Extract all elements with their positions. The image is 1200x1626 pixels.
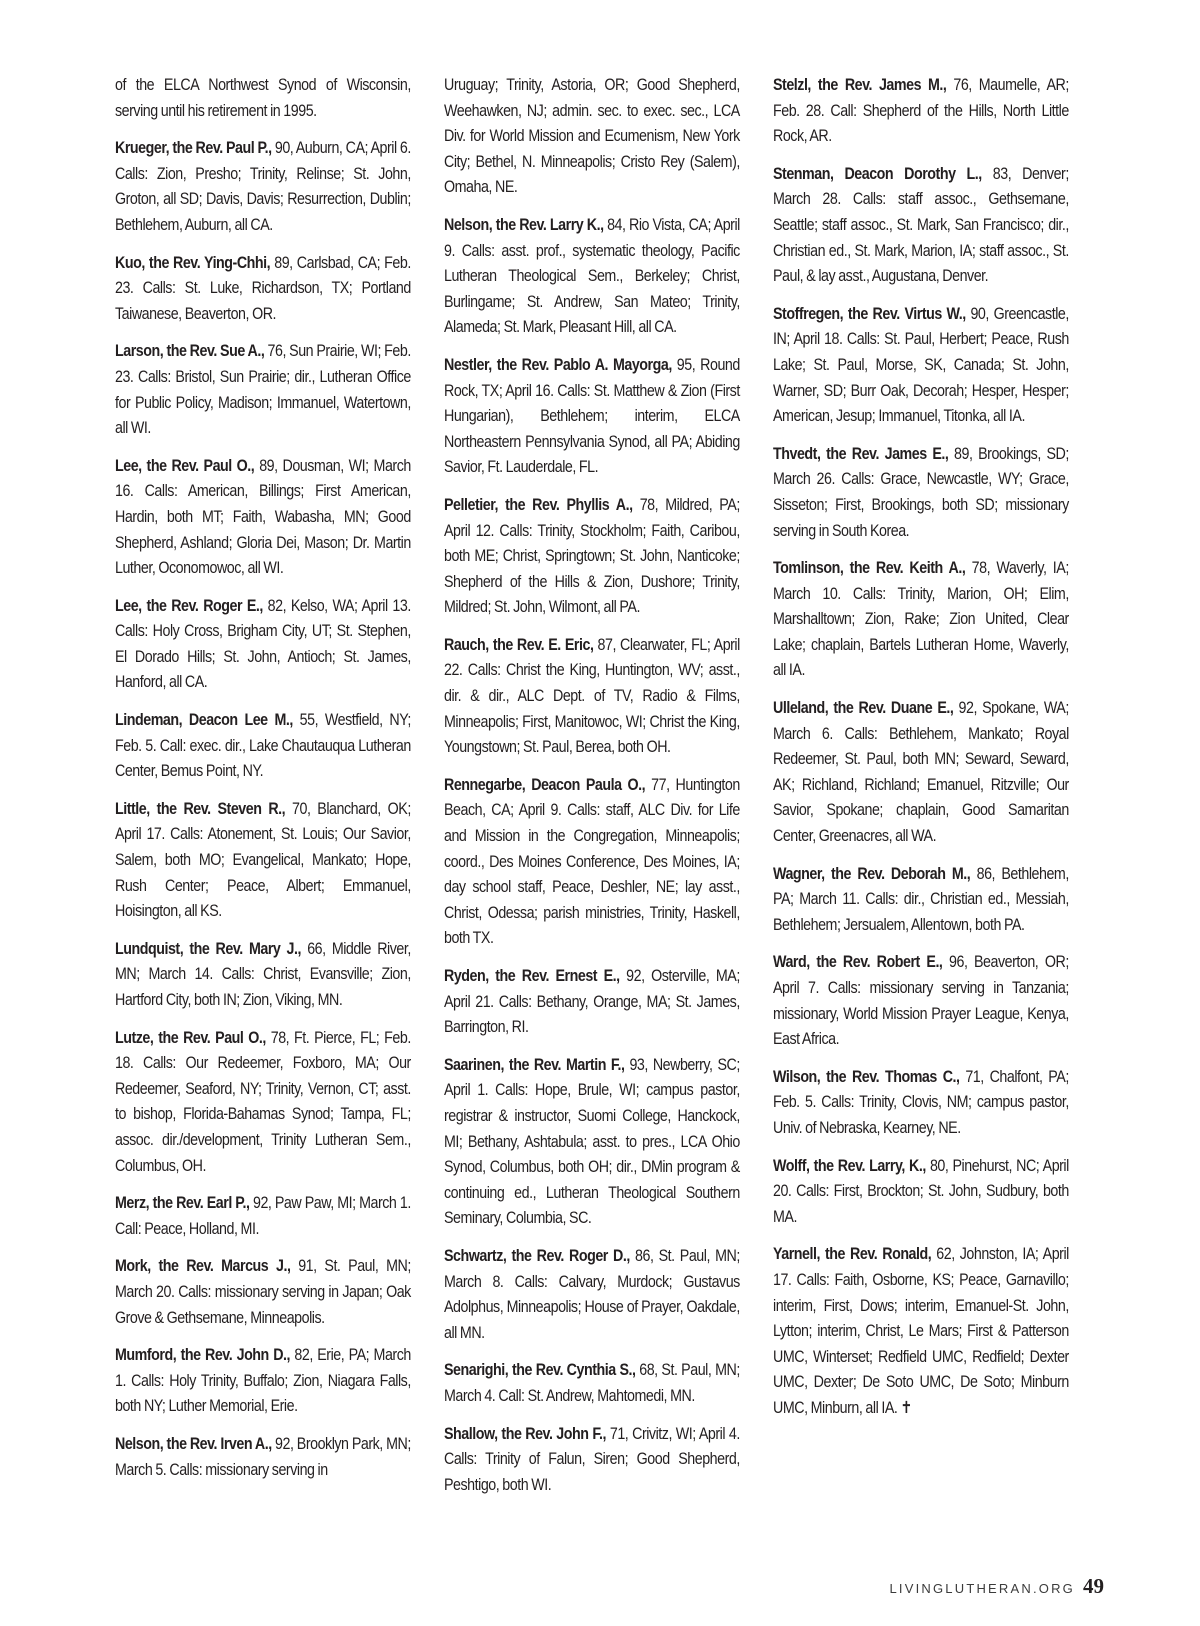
entry-name: Yarnell, the Rev. Ronald,: [773, 1244, 932, 1264]
obituary-entry: [115, 1025, 411, 1179]
entry-name: Lindeman, Deacon Lee M.,: [115, 710, 293, 730]
entry-name: Kuo, the Rev. Ying-Chhi,: [115, 252, 271, 272]
entry-details: 92, Spokane, WA; March 6. Calls: Bethlehem, Mankato; Royal Redeemer, St. Paul, both MN; Seward, Seward, AK; Richland, Richland; Emanuel, Ritzville; Our Savior, Spokane; chaplain, Good Samaritan Center, Greenacres, all WA.: [773, 698, 1069, 846]
entry-details: 87, Clearwater, FL; April 22. Calls: Christ the King, Huntington, WV; asst., dir. & dir., ALC Dept. of TV, Radio & Films, Minneapolis; First, Manitowoc, WI; Christ the King, Youngstown; St. Paul, Berea, both OH.: [444, 634, 740, 757]
entry-details: 71, Chalfont, PA; Feb. 5. Calls: Trinity, Clovis, NM; campus pastor, Univ. of Nebraska, Kearney, NE.: [773, 1066, 1069, 1137]
entry-name: Thvedt, the Rev. James E.,: [773, 443, 949, 463]
entry-name: Little, the Rev. Steven R.,: [115, 798, 286, 818]
obituary-entry: [115, 936, 411, 1013]
entry-name: Senarighi, the Rev. Cynthia S.,: [444, 1360, 636, 1380]
entry-details: 93, Newberry, SC; April 1. Calls: Hope, Brule, WI; campus pastor, registrar & instructor, Suomi College, Hanckock, MI; Bethany, Ashtabula; asst. to pres., LCA Ohio Synod, Columbus, both OH; dir., DMin program & continuing ed., Lutheran Theological Southern Seminary, Columbia, SC.: [444, 1054, 740, 1228]
entry-details: 82, Erie, PA; March 1. Calls: Holy Trinity, Buffalo; Zion, Niagara Falls, both NY; Luther Memorial, Erie.: [115, 1345, 411, 1416]
obituary-entry: [115, 1253, 411, 1330]
entry-name: Shallow, the Rev. John F.,: [444, 1423, 607, 1443]
entry-name: Mumford, the Rev. John D.,: [115, 1345, 291, 1365]
obituary-entry: [444, 1052, 740, 1231]
entry-name: Krueger, the Rev. Paul P.,: [115, 138, 272, 158]
entry-name: Lutze, the Rev. Paul O.,: [115, 1027, 266, 1047]
entry-name: Rennegarbe, Deacon Paula O.,: [444, 774, 646, 794]
entry-details: 84, Rio Vista, CA; April 9. Calls: asst. prof., systematic theology, Pacific Lutheran Theological Sem., Berkeley; Christ, Burlingame; St. Andrew, San Mateo; Trinity, Alameda; St. Mark, Pleasant Hill, all CA.: [444, 214, 740, 337]
obituary-entry: [444, 352, 740, 480]
entry-details: 90, Greencastle, IN; April 18. Calls: St. Paul, Herbert; Peace, Rush Lake; St. Paul, Morse, SK, Canada; St. John, Warner, SD; Burr Oak, Decorah; Hesper, Hesper; American, Jesup; Immanuel, Titonka, all IA.: [773, 303, 1069, 426]
entry-name: Nelson, the Rev. Irven A.,: [115, 1433, 272, 1453]
obituary-entry: [773, 555, 1069, 683]
obituary-entry: [444, 492, 740, 620]
entry-details: 66, Middle River, MN; March 14. Calls: Christ, Evansville; Zion, Hartford City, both IN; Zion, Viking, MN.: [115, 938, 411, 1009]
obituary-entry: [115, 72, 411, 123]
entry-details: 96, Beaverton, OR; April 7. Calls: missionary serving in Tanzania; missionary, World Mission Prayer League, Kenya, East Africa.: [773, 952, 1069, 1049]
entry-details: of the ELCA Northwest Synod of Wisconsin, serving until his retirement in 1995.: [115, 75, 411, 120]
entry-details: 89, Brookings, SD; March 26. Calls: Grace, Newcastle, WY; Grace, Sisseton; First, Brookings, both SD; missionary serving in South Korea.: [773, 443, 1069, 540]
entry-details: 95, Round Rock, TX; April 16. Calls: St. Matthew & Zion (First Hungarian), Bethlehem; interim, ELCA Northeastern Pennsylvania Synod, all PA; Abiding Savior, Ft. Lauderdale, FL.: [444, 354, 740, 477]
obituary-entry: [444, 632, 740, 760]
entry-details: 78, Mildred, PA; April 12. Calls: Trinity, Stockholm; Faith, Caribou, both ME; Christ, Springtown; St. John, Nanticoke; Shepherd of the Hills & Zion, Dushore; Trinity, Mildred; St. John, Wilmont, all PA.: [444, 494, 740, 617]
entry-details: 89, Dousman, WI; March 16. Calls: American, Billings; First American, Hardin, both MT; Faith, Wabasha, MN; Good Shepherd, Ashland; Gloria Dei, Mason; Dr. Martin Luther, Oconomowoc, all WI.: [115, 455, 411, 578]
entry-details: 68, St. Paul, MN; March 4. Call: St. Andrew, Mahtomedi, MN.: [444, 1360, 740, 1405]
footer-site-url: LIVINGLUTHERAN.ORG: [889, 1581, 1075, 1596]
entry-name: Ward, the Rev. Robert E.,: [773, 952, 943, 972]
entry-details: 77, Huntington Beach, CA; April 9. Calls: staff, ALC Div. for Life and Mission in the Congregation, Minneapolis; coord., Des Moines Conference, Des Moines, IA; day school staff, Peace, Deshler, NE; lay asst., Christ, Odessa; parish ministries, Trinity, Haskell, both TX.: [444, 774, 740, 948]
entry-details: 91, St. Paul, MN; March 20. Calls: missionary serving in Japan; Oak Grove & Gethsemane, Minneapolis.: [115, 1256, 411, 1327]
entry-name: Lundquist, the Rev. Mary J.,: [115, 938, 302, 958]
entry-name: Wagner, the Rev. Deborah M.,: [773, 863, 971, 883]
entry-details: 62, Johnston, IA; April 17. Calls: Faith, Osborne, KS; Peace, Garnavillo; interim, First, Dows; interim, Emanuel-St. John, Lytton; interim, Christ, Le Mars; First & Patterson UMC, Winterset; Redfield UMC, Redfield; Dexter UMC, Dexter; De Soto UMC, De Soto; Minburn UMC, Minburn, all IA.: [773, 1244, 1069, 1417]
entry-name: Larson, the Rev. Sue A.,: [115, 341, 265, 361]
entry-details: 92, Brooklyn Park, MN; March 5. Calls: missionary serving in: [115, 1433, 411, 1479]
obituary-entry: [115, 250, 411, 327]
entry-details: 83, Denver; March 28. Calls: staff assoc., Gethsemane, Seattle; staff assoc., St. Mark, San Francisco; dir., Christian ed., St. Mark, Marion, IA; staff assoc., St. Paul, & lay asst., Augustana, Denver.: [773, 163, 1069, 286]
obituary-entry: [444, 212, 740, 340]
obituary-entry: [773, 441, 1069, 543]
column-3: [773, 72, 1069, 1433]
column-2: [444, 72, 740, 1509]
obituary-entry: [444, 772, 740, 951]
obituary-entry: [115, 707, 411, 784]
cross-icon: ✝: [900, 1397, 912, 1417]
obituary-entry: [773, 1153, 1069, 1230]
entry-details: 89, Carlsbad, CA; Feb. 23. Calls: St. Luke, Richardson, TX; Portland Taiwanese, Beaverton, OR.: [115, 252, 411, 323]
entry-name: Nestler, the Rev. Pablo A. Mayorga,: [444, 354, 672, 374]
obituary-entry: [115, 593, 411, 695]
obituary-entry: [773, 1241, 1069, 1420]
entry-details: 55, Westfield, NY; Feb. 5. Call: exec. dir., Lake Chautauqua Lutheran Center, Bemus Point, NY.: [115, 710, 411, 781]
obituary-entry: [773, 695, 1069, 849]
entry-details: 90, Auburn, CA; April 6. Calls: Zion, Presho; Trinity, Relinse; St. John, Groton, all SD; Davis, Davis; Resurrection, Dublin; Bethlehem, Auburn, all CA.: [115, 138, 411, 234]
entry-details: 92, Paw Paw, MI; March 1. Call: Peace, Holland, MI.: [115, 1193, 411, 1238]
entry-details: 80, Pinehurst, NC; April 20. Calls: First, Brockton; St. John, Sudbury, both MA.: [773, 1155, 1069, 1226]
entry-details: 86, Bethlehem, PA; March 11. Calls: dir., Christian ed., Messiah, Bethlehem; Jersualem, Allentown, both PA.: [773, 863, 1069, 934]
entry-name: Wilson, the Rev. Thomas C.,: [773, 1066, 960, 1086]
obituary-entry: [115, 1431, 411, 1482]
obituary-entry: [115, 1342, 411, 1419]
entry-name: Mork, the Rev. Marcus J.,: [115, 1256, 291, 1276]
entry-name: Ryden, the Rev. Ernest E.,: [444, 966, 620, 985]
obituary-entry: [444, 1421, 740, 1498]
page-footer: [889, 1574, 1104, 1599]
obituary-entry: [773, 1064, 1069, 1141]
entry-name: Saarinen, the Rev. Martin F.,: [444, 1054, 625, 1074]
entry-details: 70, Blanchard, OK; April 17. Calls: Atonement, St. Louis; Our Savior, Salem, both MO; Evangelical, Mankato; Hope, Rush Center; Peace, Albert; Emmanuel, Hoisington, all KS.: [115, 798, 411, 921]
obituary-entry: [444, 1243, 740, 1345]
page-number: 49: [1083, 1574, 1104, 1598]
obituary-entry: [444, 72, 740, 200]
entry-details: 78, Ft. Pierce, FL; Feb. 18. Calls: Our Redeemer, Foxboro, MA; Our Redeemer, Seaford, NY; Trinity, Vernon, CT; asst. to bishop, Florida-Bahamas Synod; Tampa, FL; assoc. dir./development, Trinity Lutheran Sem., Columbus, OH.: [115, 1027, 411, 1175]
obituary-entry: [773, 161, 1069, 289]
entry-name: Pelletier, the Rev. Phyllis A.,: [444, 494, 633, 514]
entry-details: 82, Kelso, WA; April 13. Calls: Holy Cross, Brigham City, UT; St. Stephen, El Dorado Hills; St. John, Antioch; St. James, Hanford, all CA.: [115, 595, 411, 692]
obituary-entry: [115, 1190, 411, 1241]
entry-details: 71, Crivitz, WI; April 4. Calls: Trinity of Falun, Siren; Good Shepherd, Peshtigo, both WI.: [444, 1423, 740, 1494]
obituary-entry: [773, 72, 1069, 149]
entry-name: Stenman, Deacon Dorothy L.,: [773, 163, 982, 183]
obituary-entry: [115, 453, 411, 581]
obituary-entry: [773, 861, 1069, 938]
obituary-entry: [773, 301, 1069, 429]
entry-name: Schwartz, the Rev. Roger D.,: [444, 1245, 630, 1265]
entry-details: 76, Maumelle, AR; Feb. 28. Call: Shepherd of the Hills, North Little Rock, AR.: [773, 75, 1069, 146]
entry-details: Uruguay; Trinity, Astoria, OR; Good Shepherd, Weehawken, NJ; admin. sec. to exec. sec., LCA Div. for World Mission and Ecumenism, New York City; Bethel, N. Minneapolis; Cristo Rey (Salem), Omaha, NE.: [444, 75, 740, 197]
obituary-entry: [444, 963, 740, 1040]
entry-details: 92, Osterville, MA; April 21. Calls: Bethany, Orange, MA; St. James, Barrington, RI.: [444, 966, 740, 1037]
entry-name: Merz, the Rev. Earl P.,: [115, 1193, 250, 1213]
obituary-entry: [115, 338, 411, 440]
entry-details: 78, Waverly, IA; March 10. Calls: Trinity, Marion, OH; Elim, Marshalltown; Zion, Rake; Zion United, Clear Lake; chaplain, Bartels Lutheran Home, Waverly, all IA.: [773, 558, 1069, 680]
entry-name: Stoffregen, the Rev. Virtus W.,: [773, 303, 966, 323]
entry-name: Lee, the Rev. Roger E.,: [115, 595, 263, 615]
column-1: [115, 72, 411, 1494]
entry-name: Rauch, the Rev. E. Eric,: [444, 634, 594, 654]
obituary-entry: [444, 1357, 740, 1408]
entry-name: Lee, the Rev. Paul O.,: [115, 455, 255, 475]
obituary-entry: [115, 135, 411, 237]
entry-name: Wolff, the Rev. Larry, K.,: [773, 1155, 926, 1175]
obituary-entry: [115, 796, 411, 924]
entry-name: Nelson, the Rev. Larry K.,: [444, 214, 604, 234]
entry-name: Stelzl, the Rev. James M.,: [773, 75, 947, 94]
obituary-entry: [773, 949, 1069, 1051]
entry-details: 76, Sun Prairie, WI; Feb. 23. Calls: Bristol, Sun Prairie; dir., Lutheran Office for Public Policy, Madison; Immanuel, Watertown, all WI.: [115, 341, 411, 438]
entry-details: 86, St. Paul, MN; March 8. Calls: Calvary, Murdock; Gustavus Adolphus, Minneapolis; House of Prayer, Oakdale, all MN.: [444, 1245, 740, 1342]
entry-name: Tomlinson, the Rev. Keith A.,: [773, 558, 966, 578]
entry-name: Ulleland, the Rev. Duane E.,: [773, 698, 954, 718]
